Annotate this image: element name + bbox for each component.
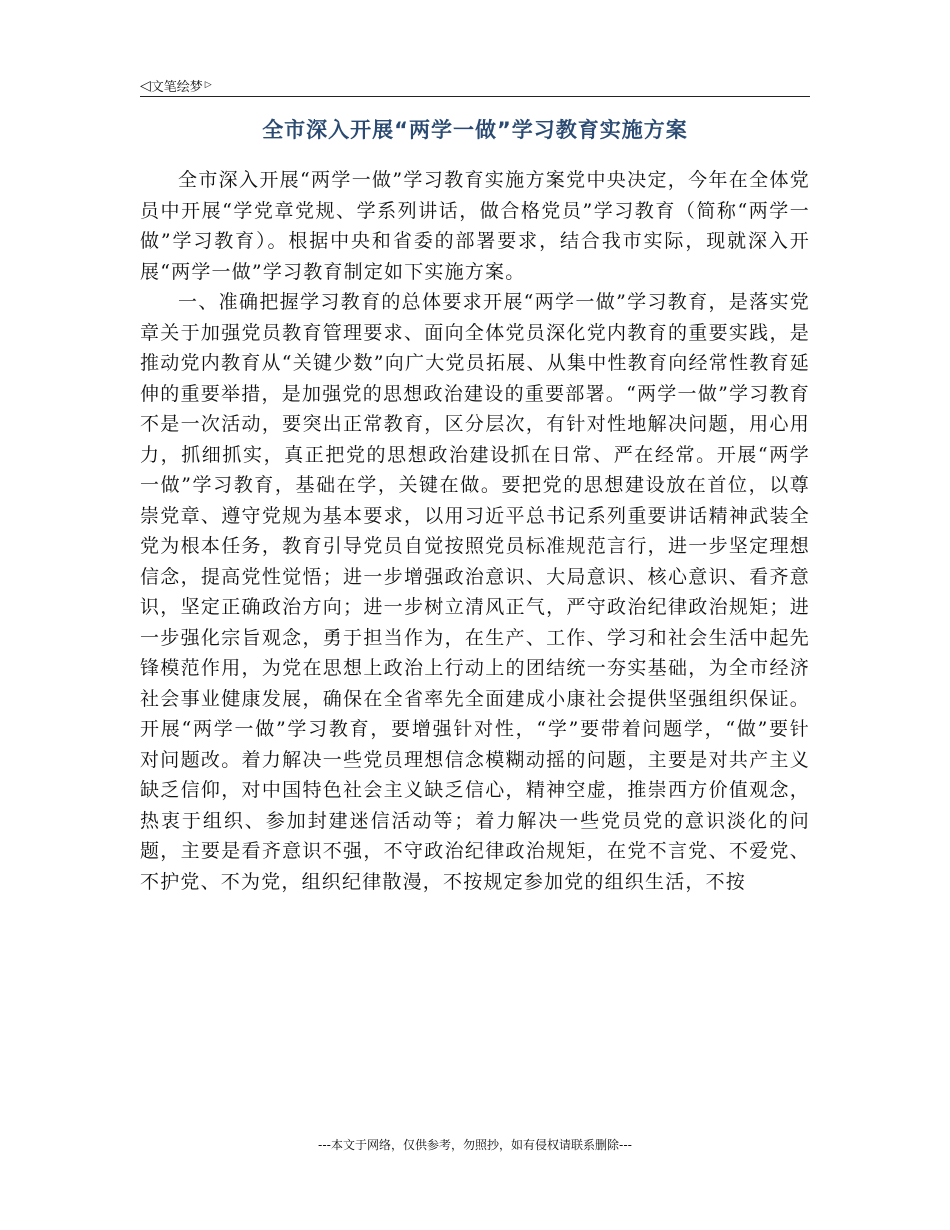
document-body bbox=[140, 165, 810, 897]
paragraph-intro: 全市深入开展“两学一做”学习教育实施方案党中央决定，今年在全体党员中开展“学党章党规、学系列讲话，做合格党员”学习教育（简称“两学一做”学习教育）。根据中央和省委的部署要求，结合我市实际，现就深入开展“两学一做”学习教育制定如下实施方案。 bbox=[140, 169, 810, 283]
triangle-left-icon: ◁ bbox=[140, 77, 151, 94]
footer-disclaimer: ---本文于网络，仅供参考，勿照抄，如有侵权请联系删除--- bbox=[318, 1138, 632, 1152]
document-title: 全市深入开展“两学一做”学习教育实施方案 bbox=[262, 118, 688, 142]
paragraph-section-1: 一、准确把握学习教育的总体要求开展“两学一做”学习教育，是落实党章关于加强党员教育管理要求、面向全体党员深化党内教育的重要实践，是推动党内教育从“关键少数”向广大党员拓展、从集中性教育向经常性教育延伸的重要举措，是加强党的思想政治建设的重要部署。“两学一做”学习教育不是一次活动，要突出正常教育，区分层次，有针对性地解决问题，用心用力，抓细抓实，真正把党的思想政治建设抓在日常、严在经常。开展“两学一做”学习教育，基础在学，关键在做。要把党的思想建设放在首位，以尊崇党章、遵守党规为基本要求，以用习近平总书记系列重要讲话精神武装全党为根本任务，教育引导党员自觉按照党员标准规范言行，进一步坚定理想信念，提高党性觉悟；进一步增强政治意识、大局意识、核心意识、看齐意识，坚定正确政治方向；进一步树立清风正气，严守政治纪律政治规矩；进一步强化宗旨观念，勇于担当作为，在生产、工作、学习和社会生活中起先锋模范作用，为党在思想上政治上行动上的团结统一夯实基础，为全市经济社会事业健康发展，确保在全省率先全面建成小康社会提供坚强组织保证。开展“两学一做”学习教育，要增强针对性，“学”要带着问题学，“做”要针对问题改。着力解决一些党员理想信念模糊动摇的问题，主要是对共产主义缺乏信仰，对中国特色社会主义缺乏信心，精神空虚，推崇西方价值观念，热衷于组织、参加封建迷信活动等；着力解决一些党员党的意识淡化的问题，主要是看齐意识不强，不守政治纪律政治规矩，在党不言党、不爱党、不护党、不为党，组织纪律散漫，不按规定参加党的组织生活，不按 bbox=[140, 291, 810, 893]
triangle-right-icon: ▷ bbox=[204, 80, 212, 90]
brand bbox=[140, 76, 212, 95]
brand-text: 文笔绘梦 bbox=[150, 80, 203, 95]
page-header bbox=[140, 74, 810, 97]
